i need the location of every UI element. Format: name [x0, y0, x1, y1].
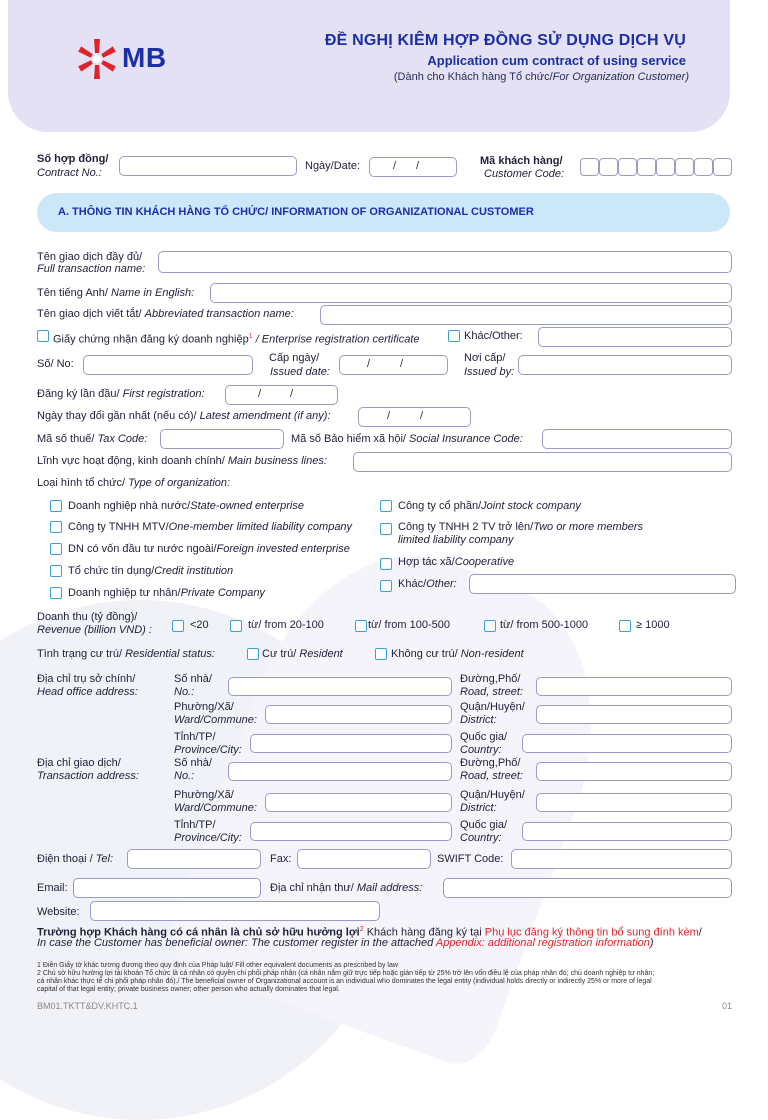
revenue-option: ≥ 1000: [636, 619, 670, 631]
date-separator: /: [416, 160, 420, 172]
section-a-title: A. THÔNG TIN KHÁCH HÀNG TỔ CHỨC/ INFORMATION OF ORGANIZATIONAL CUSTOMER: [58, 206, 534, 218]
customer-code-cell[interactable]: [713, 158, 732, 176]
date-separator: /: [400, 358, 404, 370]
country-label: Quốc gia/: [460, 819, 508, 831]
other-doc-label: Khác/Other:: [464, 330, 523, 342]
website-label: Website:: [37, 906, 80, 918]
customer-code-cell[interactable]: [675, 158, 694, 176]
customer-code-label: Mã khách hàng/: [480, 155, 563, 167]
org-type-option: DN có vốn đầu tư nước ngoài/Foreign invested enterprise: [68, 543, 350, 555]
org-type-checkbox[interactable]: [50, 500, 62, 512]
revenue-checkbox[interactable]: [355, 620, 367, 632]
district-label-en: District:: [460, 802, 497, 814]
business-lines-field[interactable]: [353, 452, 732, 472]
footnote-2-cont: capital of that legal entity; private business owner; other person who actually dominates that legal.: [37, 986, 340, 993]
revenue-option: từ/ from 20-100: [248, 619, 324, 631]
customer-code-cell[interactable]: [618, 158, 637, 176]
revenue-label: Doanh thu (tỷ đồng)/: [37, 611, 138, 623]
insurance-code-field[interactable]: [542, 429, 732, 449]
org-type-option: Công ty cổ phần/Joint stock company: [398, 500, 581, 512]
house-no-label: Số nhà/: [174, 673, 212, 685]
head-office-label-en: Head office address:: [37, 686, 138, 698]
org-type-checkbox[interactable]: [380, 580, 392, 592]
email-label: Email:: [37, 882, 68, 894]
abbr-name-label: Tên giao dịch viết tắt/ Abbreviated transaction name:: [37, 308, 294, 320]
amendment-field[interactable]: [358, 407, 471, 427]
tx-country-field[interactable]: [522, 822, 732, 841]
transaction-addr-label-en: Transaction address:: [37, 770, 139, 782]
district-label: Quận/Huyện/: [460, 701, 525, 713]
revenue-option: từ/ from 100-500: [368, 619, 450, 631]
beneficial-owner-note-en: In case the Customer has beneficial owner: The customer register in the attached Appendix: additional registration information): [37, 937, 654, 949]
org-type-option-cont: limited liability company: [398, 534, 514, 546]
house-no-label-en: No.:: [174, 770, 195, 782]
business-lines-label: Lĩnh vực hoạt động, kinh doanh chính/ Main business lines:: [37, 455, 327, 467]
issued-by-label: Nơi cấp/: [464, 352, 506, 364]
org-type-option: Doanh nghiệp nhà nước/State-owned enterprise: [68, 500, 304, 512]
document-subtitle: (Dành cho Khách hàng Tổ chức/For Organization Customer): [393, 71, 689, 83]
page-number: 01: [722, 1001, 733, 1011]
head-office-label: Địa chỉ trụ sở chính/: [37, 673, 136, 685]
first-reg-label: Đăng ký lần đầu/ First registration:: [37, 388, 205, 400]
customer-code-cell[interactable]: [580, 158, 599, 176]
org-type-other-field[interactable]: [469, 574, 736, 594]
country-label: Quốc gia/: [460, 731, 508, 743]
non-resident-option: Không cư trú/ Non-resident: [391, 648, 524, 660]
resident-checkbox[interactable]: [247, 648, 259, 660]
english-name-label: Tên tiếng Anh/ Name in English:: [37, 287, 195, 299]
province-label-en: Province/City:: [174, 744, 242, 756]
org-type-checkbox[interactable]: [380, 558, 392, 570]
contract-no-label-en: Contract No.:: [37, 167, 102, 179]
org-type-checkbox[interactable]: [50, 565, 62, 577]
revenue-option: từ/ from 500-1000: [500, 619, 589, 631]
tx-house-no-field[interactable]: [228, 762, 452, 781]
non-resident-checkbox[interactable]: [375, 648, 387, 660]
cert-label: Giấy chứng nhận đăng ký doanh nghiệp$^1$ / Enterprise registration certificate: [53, 333, 420, 346]
district-label-en: District:: [460, 714, 497, 726]
beneficial-owner-note: Trường hợp Khách hàng có cá nhân là chủ sở hữu hưởng lợi$^2$ Khách hàng đăng ký tại Phụ lục đăng ký thông tin bổ sung đính kèm/: [37, 926, 702, 939]
amendment-label: Ngày thay đổi gần nhất (nếu có)/ Latest amendment (if any):: [37, 410, 331, 422]
english-name-field[interactable]: [210, 283, 732, 303]
resident-option: Cư trú/ Resident: [262, 648, 343, 660]
org-type-checkbox[interactable]: [50, 543, 62, 555]
revenue-checkbox[interactable]: [230, 620, 242, 632]
contract-no-label: Số hợp đồng/: [37, 153, 109, 165]
contract-date-field[interactable]: [369, 157, 457, 177]
house-no-label: Số nhà/: [174, 757, 212, 769]
date-separator: /: [393, 160, 397, 172]
date-separator: /: [367, 358, 371, 370]
tax-code-label: Mã số thuế/ Tax Code:: [37, 433, 148, 445]
tx-district-field[interactable]: [536, 793, 732, 812]
ward-label: Phường/Xã/: [174, 789, 234, 801]
abbr-name-field[interactable]: [320, 305, 732, 325]
street-label: Đường,Phố/: [460, 673, 521, 685]
fax-label: Fax:: [270, 853, 292, 865]
org-type-option: Công ty TNHH MTV/One-member limited liability company: [68, 521, 353, 533]
customer-code-cell[interactable]: [656, 158, 675, 176]
full-name-field[interactable]: [158, 251, 732, 273]
customer-code-cell[interactable]: [599, 158, 618, 176]
other-doc-checkbox[interactable]: [448, 330, 460, 342]
date-separator: /: [290, 388, 294, 400]
head-district-field[interactable]: [536, 705, 732, 724]
footnote-2: 2 Chủ sở hữu hưởng lợi tài khoản Tổ chức là cá nhân có quyền chi phối pháp nhân (cá nhân nắm giữ trực tiếp hoặc gián tiếp từ 25% trở lên vốn điều lệ của pháp nhân đó; chủ doanh nghiệp tư nhân;: [37, 970, 655, 977]
head-street-field[interactable]: [536, 677, 732, 696]
head-ward-field[interactable]: [265, 705, 452, 724]
date-separator: /: [258, 388, 262, 400]
ward-label-en: Ward/Commune:: [174, 714, 257, 726]
org-type-option: Doanh nghiệp tư nhân/Private Company: [68, 587, 265, 599]
district-label: Quận/Huyện/: [460, 789, 525, 801]
country-label-en: Country:: [460, 832, 502, 844]
issued-by-field[interactable]: [518, 355, 732, 375]
fax-field[interactable]: [297, 849, 431, 869]
tel-field[interactable]: [127, 849, 261, 869]
contract-no-field[interactable]: [119, 156, 297, 176]
revenue-label-en: Revenue (billion VND) :: [37, 624, 152, 636]
other-doc-field[interactable]: [538, 327, 732, 347]
tx-street-field[interactable]: [536, 762, 732, 781]
head-province-field[interactable]: [250, 734, 452, 753]
org-type-checkbox[interactable]: [380, 500, 392, 512]
website-field[interactable]: [90, 901, 380, 921]
province-label: Tỉnh/TP/: [174, 731, 216, 743]
doc-no-label: Số/ No:: [37, 358, 74, 370]
street-label: Đường,Phố/: [460, 757, 521, 769]
document-title: ĐỀ NGHỊ KIÊM HỢP ĐỒNG SỬ DỤNG DỊCH VỤ: [324, 32, 686, 49]
street-label-en: Road, street:: [460, 686, 523, 698]
issued-by-label-en: Issued by:: [464, 366, 515, 378]
head-house-no-field[interactable]: [228, 677, 452, 696]
customer-code-label-en: Customer Code:: [484, 168, 565, 180]
tel-label: Điện thoại / Tel:: [37, 853, 114, 865]
org-type-option: Hợp tác xã/Cooperative: [398, 556, 515, 568]
revenue-checkbox[interactable]: [619, 620, 631, 632]
head-country-field[interactable]: [522, 734, 732, 753]
insurance-code-label: Mã số Bảo hiểm xã hội/ Social Insurance Code:: [291, 433, 523, 445]
org-type-label: Loại hình tổ chức/ Type of organization:: [37, 477, 231, 489]
full-name-label: Tên giao dịch đầy đủ/: [37, 251, 143, 263]
residence-label: Tình trạng cư trú/ Residential status:: [37, 648, 215, 660]
house-no-label-en: No.:: [174, 686, 195, 698]
date-label: Ngày/Date:: [305, 160, 361, 172]
street-label-en: Road, street:: [460, 770, 523, 782]
cert-checkbox[interactable]: [37, 330, 49, 342]
full-name-label-en: Full transaction name:: [37, 263, 146, 275]
date-separator: /: [420, 410, 424, 422]
tx-province-field[interactable]: [250, 822, 452, 841]
org-type-option: Tổ chức tín dụng/Credit institution: [68, 565, 234, 577]
brand-logo: MB: [122, 42, 167, 73]
province-label: Tỉnh/TP/: [174, 819, 216, 831]
tx-ward-field[interactable]: [265, 793, 452, 812]
org-type-checkbox[interactable]: [50, 521, 62, 533]
doc-no-field[interactable]: [83, 355, 253, 375]
footnote-2-cont: cá nhân khác thực tế chi phối pháp nhân đó)./ The beneficial owner of Organizational account is an individual who dominates the legal entity (individual holds directly or indirectly 25% or more of legal: [37, 978, 652, 985]
email-field[interactable]: [73, 878, 261, 898]
org-type-checkbox[interactable]: [50, 587, 62, 599]
ward-label: Phường/Xã/: [174, 701, 234, 713]
country-label-en: Country:: [460, 744, 502, 756]
org-type-checkbox[interactable]: [380, 523, 392, 535]
transaction-addr-label: Địa chỉ giao dịch/: [37, 757, 121, 769]
form-code: BM01.TKTT&DV.KHTC.1: [37, 1001, 138, 1011]
mb-star-logo-icon: [74, 36, 120, 82]
org-type-option: Công ty TNHH 2 TV trở lên/Two or more members: [398, 521, 644, 533]
revenue-option: <20: [190, 619, 209, 631]
date-separator: /: [387, 410, 391, 422]
customer-code-cell[interactable]: [694, 158, 713, 176]
customer-code-cell[interactable]: [637, 158, 656, 176]
footnote-1: 1 Điền Giấy tờ khác tương đương theo quy định của Pháp luật/ Fill other equivalent documents as prescribed by law: [37, 962, 398, 969]
swift-label: SWIFT Code:: [437, 853, 504, 865]
province-label-en: Province/City:: [174, 832, 242, 844]
issued-date-label-en: Issued date:: [270, 366, 330, 378]
swift-field[interactable]: [511, 849, 732, 869]
revenue-checkbox[interactable]: [484, 620, 496, 632]
issued-date-label: Cấp ngày/: [269, 352, 320, 364]
tax-code-field[interactable]: [160, 429, 284, 449]
revenue-checkbox[interactable]: [172, 620, 184, 632]
mail-address-label: Địa chỉ nhận thư/ Mail address:: [270, 882, 423, 894]
issued-date-field[interactable]: [339, 355, 448, 375]
first-reg-field[interactable]: [225, 385, 338, 405]
org-type-option: Khác/Other:: [398, 578, 457, 590]
mail-address-field[interactable]: [443, 878, 732, 898]
document-title-en: Application cum contract of using service: [427, 53, 686, 68]
ward-label-en: Ward/Commune:: [174, 802, 257, 814]
